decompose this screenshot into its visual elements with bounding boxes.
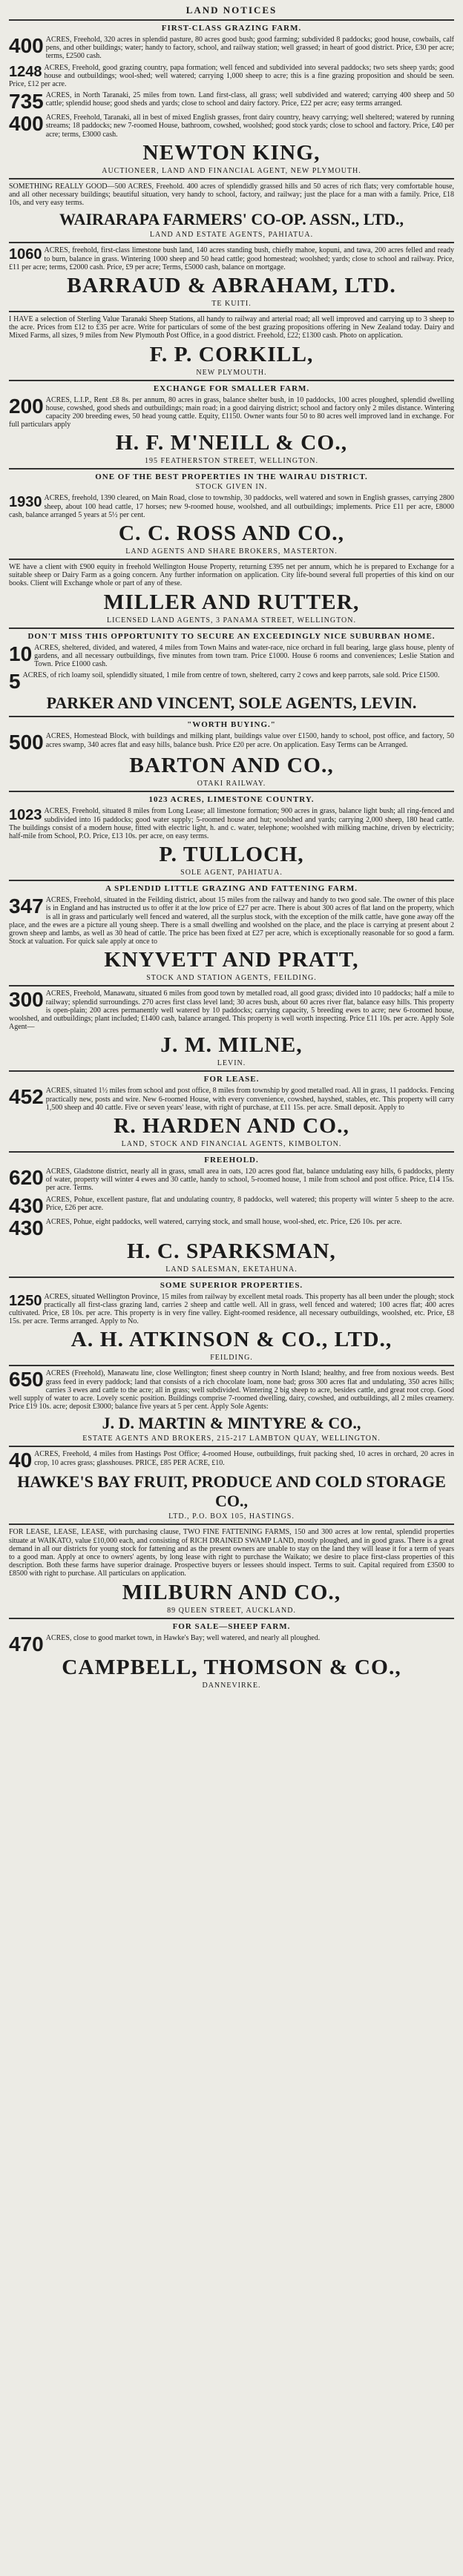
listing-acres: 5 [9,670,21,694]
ad-section [9,1528,454,1614]
ad-kicker: FOR LEASE. [203,1075,260,1084]
agent-address: LTD., P.O. BOX 105, HASTINGS. [168,1512,295,1521]
listing-acres: 40 [9,1449,33,1472]
ad-section [9,315,454,377]
ad-section [9,1369,454,1443]
listing-text: ACRES, Freehold, situated in the Feilding district, about 15 miles from the railway and handy to two good sale. The owner of this place is in England and has instructed us to offer it at the low price of £27 per acre. There is about 300 acres of flat land on the property, which is all in grass and particularly well fenced and watered, all the surplus stock, with the exception of the milk cattle, have gone away off the place, and the ewes are a picture all young sheep. There is a small dwelling and woolshed on the place, and the place is carrying at present about 2 grown sheep and lambs, as well as 30 head of cattle. The price has been fixed at £27 per acre, which is exceptionally reasonable for so good a farm. Stock at valuation. For quick sale apply at once to [9,896,454,946]
listing-text: ACRES, Freehold, 4 miles from Hastings Post Office; 4-roomed House, outbuildings, fruit packing shed, 10 acres in orchard, 20 acres in crop, 10 acres grass; glasshouses. PRICE, £85 PER ACRE, £10. [34,1450,454,1467]
divider [9,1151,454,1153]
listing-item [9,731,454,754]
listing-text: ACRES, situated 1½ miles from school and post office, 8 miles from township by good metalled road. All in grass, 11 paddocks. Fencing practically new, posts and wire. New 6-roomed House, with every convenience, cowshed, hayshed, stables, etc. This property will carry 1,500 sheep and 40 cattle. Five or seven years' lease, with right of purchase, at £11 15s. per acre. Small deposit. Apply to [45,1087,454,1112]
listing-item [9,807,454,840]
agent-name: R. HARDEN AND CO., [114,1114,349,1138]
ad-section [9,632,454,714]
agent-name: H. F. M'NEILL & CO., [115,432,348,455]
listing-item [9,1167,454,1193]
divider [9,19,454,21]
divider [9,242,454,243]
divider [9,1365,454,1366]
listing-item [9,113,454,139]
listing-acres: 1930 [9,494,42,511]
ad-section [9,1450,454,1521]
listing-acres: 1250 [9,1292,42,1309]
listing-item [9,396,454,429]
agent-name: MILLER AND RUTTER, [103,590,360,614]
listing-text: ACRES, Freehold, good grazing country, papa formation; well fenced and subdivided into several paddocks; two sets sheep yards; good house and outbuildings; wool-shed; well watered; carrying 1,000 sheep to acre; this is a fine grazing proposition and should be seen. Price, £12 per acre. [9,63,454,89]
ad-intro: FOR LEASE, LEASE, LEASE, with purchasing clause, TWO FINE FATTENING FARMS, 150 and 300 acres at low rental, splendid properties situate at WAIKATO, value £10,000 each, and consisting of RICH DRAINED SWAMP LAND, mostly ploughed, and in good grass. There is a great demand in all our districts for young stock for fattening and as the present owners are unable to stay on the land they will lease it for a term of years to a good man. Apply at once to owners' agents, by long lease with right to purchase the Waikato; we desire to place first-class properties of this description. Both these farms have superior drainage. Prospective buyers or lessees should inspect. Terms to suit. Capital required from £3500 to £8500 with right to purchase. All particulars on application. [9,1528,454,1578]
ad-subtitle: STOCK GIVEN IN. [195,483,268,492]
divider [9,559,454,560]
listing-item [9,1293,454,1326]
ad-section [9,24,454,175]
listing-acres: 452 [9,1085,44,1109]
divider [9,1277,454,1278]
agent-address: STOCK AND STATION AGENTS, FEILDING. [146,974,317,983]
listing-text: ACRES, Freehold, 320 acres in splendid pasture, 80 acres good bush; good farming; subdivided 8 paddocks; good house, cowbails, calf pens, and other buildings; water; handy to factory, school, and railway station; well grassed; in heart of good district. Price, £30 per acre; terms, £2500 cash. [45,36,454,61]
agent-name: PARKER AND VINCENT, SOLE AGENTS, LEVIN. [46,694,417,713]
listing-acres: 620 [9,1165,44,1189]
listing-acres: 347 [9,895,44,918]
agent-address: ESTATE AGENTS AND BROKERS, 215-217 LAMBTON QUAY, WELLINGTON. [82,1434,381,1443]
divider [9,1446,454,1447]
agent-name: MILBURN AND CO., [122,1581,341,1604]
ad-kicker: DON'T MISS THIS OPPORTUNITY TO SECURE AN EXCEEDINGLY NICE SUBURBAN HOME. [27,631,436,641]
ad-section [9,1622,454,1690]
ad-section [9,563,454,625]
listing-acres: 200 [9,394,44,418]
agent-address: LAND AND ESTATE AGENTS, PAHIATUA. [149,231,314,240]
listing-text: ACRES, Homestead Block, with buildings and milking plant, buildings value over £1500, handy to school, post office, and factory, 50 acres swamp, 340 acres flat and easy hills, balance bush. Price £20 per acre. On application. Easy Terms can be Arranged. [45,732,454,749]
listing-item [9,1218,454,1237]
agent-name: J. M. MILNE, [160,1034,303,1058]
listing-acres: 650 [9,1368,44,1391]
agent-name: NEWTON KING, [142,141,321,165]
listing-text: ACRES, Freehold, situated 8 miles from Long Lease; all limestone formation; 900 acres in grass, balance light bush; all ring-fenced and subdivided into 16 paddocks; good water supply; 5-roomed house and hut; woolshed and yards; carrying 2,000 sheep, 180 head cattle. The buildings consist of a modern house, fitted with electric light, h. and c. water, telephone; woolshed with milking machine, driven by electricity; half-mile from School, P.O. Price, £13 10s. per acre, on easy terms. [9,807,454,840]
ad-kicker: A SPLENDID LITTLE GRAZING AND FATTENING FARM. [105,884,358,894]
listing-acres: 500 [9,731,44,754]
divider [9,311,454,312]
ad-section [9,1156,454,1274]
ad-kicker: SOME SUPERIOR PROPERTIES. [160,1280,303,1290]
ad-section [9,720,454,788]
agent-name: CAMPBELL, THOMSON & CO., [62,1656,401,1679]
ad-kicker: FIRST-CLASS GRAZING FARM. [161,24,302,33]
agent-address: 89 QUEEN STREET, AUCKLAND. [167,1606,296,1615]
ad-kicker: 1023 ACRES, LIMESTONE COUNTRY. [148,795,315,805]
ad-section [9,182,454,240]
ad-kicker: ONE OF THE BEST PROPERTIES IN THE WAIRAU DISTRICT. [95,472,368,482]
agent-address: LAND AGENTS AND SHARE BROKERS, MASTERTON. [125,547,338,556]
agent-address: LEVIN. [217,1059,246,1068]
agent-name: BARTON AND CO., [129,754,334,778]
ad-section [9,246,454,308]
listing-acres: 470 [9,1632,44,1656]
listing-acres: 1060 [9,246,42,263]
agent-name: BARRAUD & ABRAHAM, LTD. [67,274,396,298]
listing-item [9,64,454,89]
listing-item [9,91,454,111]
listing-text: ACRES, of rich loamy soil, splendidly situated, 1 mile from centre of town, sheltered, carry 2 cows and keep parrots, sale sold. Price £1500. [22,671,440,680]
listing-item [9,896,454,946]
listing-item [9,1193,454,1217]
listing-text: ACRES, sheltered, divided, and watered, 4 miles from Town Mains and water-race, nice orchard in full bearing, large glass house, plenty of gardens, and all necessary outbuildings, five minutes from town tram. Price £1000. House 6 rooms and conveniences; Leslie Station and Town. Price £1000 cash. [34,643,454,669]
ad-intro: WE have a client with £900 equity in freehold Wellington House Property, returning £395 net per annum, which he is prepared to Exchange for a suitable sheep or Dairy Farm as a going concern. Any further information on application. City life-bound several full properties of this kind on our books. Client will Exchange whole or part of any of these. [9,563,454,588]
agent-name: KNYVETT AND PRATT, [104,949,359,972]
agent-address: SOLE AGENT, PAHIATUA. [180,869,283,877]
ad-kicker: "WORTH BUYING." [187,720,276,730]
agent-name: WAIRARAPA FARMERS' CO-OP. ASSN., LTD., [59,210,404,229]
ad-kicker: FOR SALE—SHEEP FARM. [172,1621,291,1631]
listing-text: ACRES, Pohue, eight paddocks, well watered, carrying stock, and small house, wool-shed, etc. Price, £26 10s. per acre. [45,1217,402,1226]
divider [9,1618,454,1619]
listing-acres: 400 [9,112,44,136]
agent-address: LAND, STOCK AND FINANCIAL AGENTS, KIMBOLTON. [121,1139,342,1148]
listing-item [9,1087,454,1112]
agent-name: P. TULLOCH, [159,843,304,867]
divider [9,716,454,717]
listing-item [9,1449,454,1472]
listing-acres: 10 [9,642,33,665]
listing-text: ACRES, in North Taranaki, 25 miles from town. Land first-class, all grass; well subdivided and watered; carrying 400 sheep and 50 cattle; splendid house; good sheds and yards; close to school and dairy factory. Price, £22 per acre; easy terms arranged. [45,91,454,108]
listing-item [9,246,454,271]
divider [9,985,454,986]
listing-text: ACRES, Pohue, excellent pasture, flat and undulating country, 8 paddocks, well watered; this property will winter 5 sheep to the acre. Price, £26 per acre. [45,1195,454,1212]
agent-address: 195 FEATHERSTON STREET, WELLINGTON. [145,457,318,466]
divider [9,468,454,470]
agent-address: OTAKI RAILWAY. [197,780,266,788]
page [9,0,454,1690]
listing-text: ACRES, Freehold, Taranaki, all in best of mixed English grasses, front dairy country, heavy carrying; well sheltered; watered by running streams; 18 paddocks; new 7-roomed House, bathroom, cowshed, woolshed; good stock yards; close to school and factory. Price, £40 per acre; terms, £3000 cash. [45,113,454,139]
listing-text: ACRES (Freehold), Manawatu line, close Wellington; finest sheep country in North Island; healthy, and free from noxious weeds. Best grass feed in every paddock; land that consists of a rich chocolate loam, none bad; gross 300 acres flat and undulating, 350 acres hills; carries 3 ewes and cattle to the acre; all in grass; well subdivided. Wintering 2 big sheep to acre, besides cattle, and great root crop. Good well supply of water to acre. Lovely scenic position. Buildings comprise 7-roomed dwelling, dairy, cowshed, and outbuildings, all 2 miles creamery. Price £19 10s. acre; deposit £3000; balance five years at 5 per cent. Apply Sole Agents: [9,1369,454,1411]
divider [9,880,454,881]
listing-item [9,670,454,694]
listing-item [9,989,454,1031]
ad-section [9,472,454,556]
agent-address: TE KUITI. [211,300,252,309]
listing-item [9,644,454,669]
listing-acres: 430 [9,1216,44,1239]
agent-address: FEILDING. [210,1354,253,1363]
listing-item [9,1369,454,1411]
listing-text: ACRES, close to good market town, in Hawke's Bay; well watered, and nearly all ploughed. [45,1633,321,1642]
listing-acres: 400 [9,34,44,57]
ad-kicker: FREEHOLD. [204,1155,259,1165]
agent-address: DANNEVIRKE. [202,1681,261,1690]
ad-section [9,884,454,982]
divider [9,1070,454,1072]
agent-name: A. H. ATKINSON & CO., LTD., [70,1328,393,1352]
agent-name: HAWKE'S BAY FRUIT, PRODUCE AND COLD STORAGE CO., [17,1472,446,1511]
header: LAND NOTICES [185,4,278,16]
listing-acres: 1023 [9,807,42,824]
divider [9,791,454,792]
listing-acres: 735 [9,90,44,113]
listing-acres: 430 [9,1193,44,1217]
listing-text: ACRES, freehold, 1390 cleared, on Main Road, close to township, 30 paddocks, well watered and sown in English grasses, carrying 2800 sheep, about 100 head cattle, 17 horses; new 9-roomed house, woolshed, and all outbuildings; implements. Price £11 per acre, £8000 cash, balance arranged 5 years at 5½ per cent. [9,494,454,519]
ad-section [9,795,454,877]
listing-text: ACRES, freehold, first-class limestone bush land, 140 acres standing bush, chiefly mahoe, kopuni, and tawa, 200 acres felled and ready to burn, balance in grass. Wintering 1000 sheep and 50 head cattle; good homestead; woolshed; yards; close to school and railway. Price, £11 per acre; terms, £2000 cash. Price, £9 per acre; Terms, £5000 cash, balance on mortgage. [9,246,454,271]
agent-name: F. P. CORKILL, [149,343,314,366]
agent-address: NEW PLYMOUTH. [196,368,267,377]
listing-text: ACRES, Gladstone district, nearly all in grass, small area in oats, 120 acres good flat, balance undulating easy hills, 6 paddocks, plenty of water, property will winter 4 ewes and 30 cattle, handy to school, 5-roomed house, 1 mile from school and post office. Price, £14 15s. per acre. Terms. [45,1167,454,1193]
ad-intro: I HAVE a selection of Sterling Value Taranaki Sheep Stations, all handy to railway and arterial road; all well improved and carrying up to 3 sheep to the acre. Prices from £12 to £35 per acre. Write for particulars of some of the best grazing propositions offering in New Zealand today. Dairy and Mixed Farms, all sizes, 9 miles from New Plymouth Post Office, in a good district. Freehold, £22; £1300 cash. Photo on application. [9,315,454,340]
agent-address: AUCTIONEER, LAND AND FINANCIAL AGENT, NEW PLYMOUTH. [102,166,361,175]
listing-text: ACRES, L.I.P., Rent .£8 8s. per annum, 80 acres in grass, balance shelter bush, in 10 paddocks, 100 acres ploughed, splendid dwelling house, cowshed, good sheds and outbuildings; main road; in a good dairying district; school and factory only 2 miles distance. Wintering capacity 200 breeding ewes, 50 head young cattle. Equity, £1150. Owner wants four 50 to 80 acres well improved land in exchange. For full particulars apply [9,395,454,429]
listing-acres: 300 [9,988,44,1012]
sections [9,24,454,1690]
ad-kicker: EXCHANGE FOR SMALLER FARM. [153,383,310,393]
agent-name: H. C. SPARKSMAN, [127,1239,336,1263]
ad-section [9,1281,454,1363]
ad-section [9,1075,454,1148]
listing-text: ACRES, Freehold, Manawatu, situated 6 miles from good town by metalled road, all good grass; divided into 10 paddocks; half a mile to railway; splendid surroundings. 270 acres first class level land; 30 acres bush, about 60 acres river flat, balance easy hills. This property is open-plain; 200 acres permanently well watered by 10 paddocks; carrying capacity, 5 breeding ewes to acre; new 6-roomed house, woolshed, and outbuildings; plant included; £1400 cash, balance arranged. This property is well worth inspecting. Price £11 10s. per acre. Apply Sole Agent— [9,989,454,1032]
ad-intro: SOMETHING REALLY GOOD—500 ACRES, Freehold. 400 acres of splendidly grassed hills and 50 acres of rich flats; very comfortable house, and all other necessary buildings; beautiful situation, very handy to school, factory, and railway; just the place for a man with a family. Price, £18 10s, and very easy terms. [9,182,454,208]
agent-name: C. C. ROSS AND CO., [118,522,345,546]
ad-section [9,384,454,466]
listing-acres: 1248 [9,63,42,80]
listing-text: ACRES, situated Wellington Province, 15 miles from railway by excellent metal roads. This property has all been under the plough; stock practically all first-class grazing land, carries 2 sheep and cattle well. All in grass, well fenced and watered; 100 acres flat; 400 acres cultivated. Price, £8 10s. per acre. This property is in very fine valley. Eight-roomed residence, all necessary outbuildings, woolshed, etc. Price, £8 15s. per acre. Terms arranged. Apply to No. [9,1292,454,1326]
agent-name: J. D. MARTIN & MINTYRE & CO., [102,1414,361,1433]
agent-address: LICENSED LAND AGENTS, 3 PANAMA STREET, WELLINGTON. [106,616,356,625]
listing-item [9,494,454,519]
agent-address: LAND SALESMAN, EKETAHUNA. [165,1265,298,1274]
divider [9,178,454,179]
divider [9,627,454,629]
listing-item [9,1632,454,1656]
listing-item [9,36,454,61]
divider [9,380,454,381]
divider [9,1523,454,1525]
ad-section [9,989,454,1067]
